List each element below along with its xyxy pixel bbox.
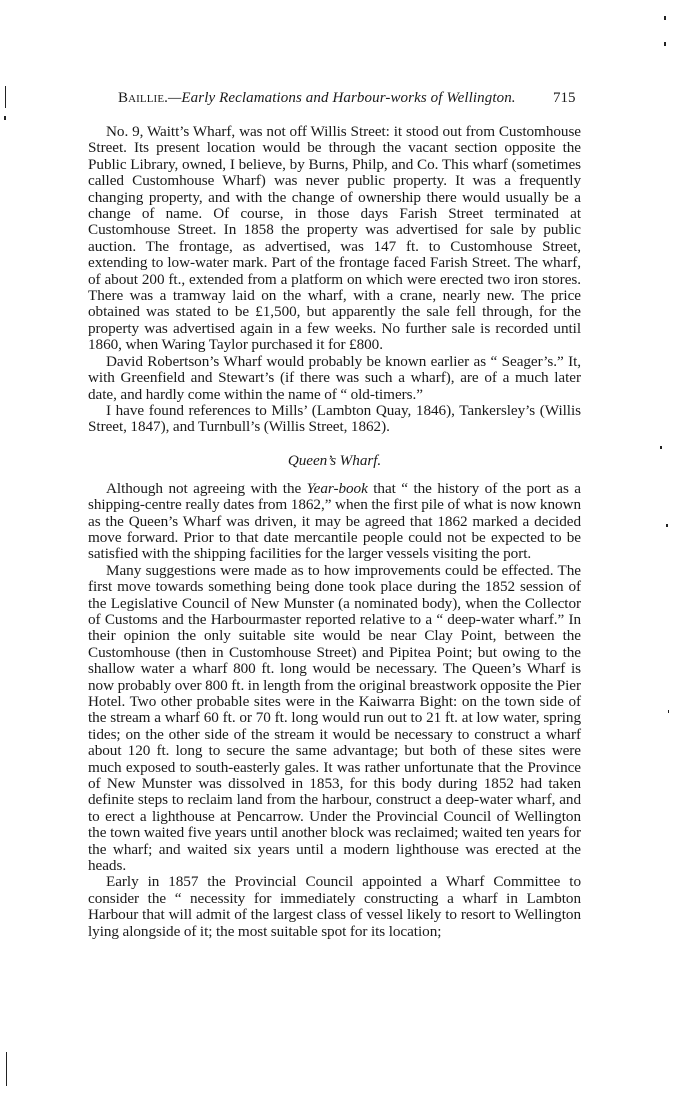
paragraph-text: that “ the history of the port as a shipping-centre really dates from 1862,” when the first pile of what is now known as the Queen’s Wharf was driven, it may be agreed that 1862 marked a decided move forward. Prior to that date mercantile people could not be expected to be satisfied with the shipping facilities for the larger vessels visiting the port. [88, 479, 581, 563]
paragraph-text: Although not agreeing with the [106, 479, 307, 497]
paragraph: David Robertson’s Wharf would probably be known earlier as “ Seager’s.” It, with Greenfield and Stewart’s (if there was such a wharf), are of a much later date, and hardly come within the name of “ old-timers.” [88, 352, 581, 403]
margin-mark-left [4, 116, 6, 120]
margin-mark-right [668, 710, 669, 713]
page-number: 715 [553, 90, 576, 106]
margin-mark-top-right [664, 42, 666, 46]
section-heading: Queen’s Wharf. [287, 451, 382, 469]
paragraph: Early in 1857 the Provincial Council appointed a Wharf Committee to consider the “ necessity for immediately constructing a wharf in Lambton Harbour that will admit of the largest class of vessel likely to resort to Wellington lying alongside of it; the most suitable spot for its location; [88, 873, 581, 940]
margin-mark-right [660, 446, 662, 449]
margin-mark-left [5, 86, 6, 108]
margin-mark-bottom-left [6, 1052, 7, 1086]
paragraph [88, 481, 581, 563]
margin-mark-right [666, 524, 668, 527]
paragraph: No. 9, Waitt’s Wharf, was not off Willis Street: it stood out from Customhouse Street. Its present location would be through the vacant section opposite the Public Library, owned, I believe, by Burns, Philp, and Co. This wharf (sometimes called Customhouse Wharf) was never public property. It was a frequently changing property, and with the change of ownership there would usually be a change of name. Of course, in those days Farish Street terminated at Customhouse Street. In 1858 the property was advertised for sale by public auction. The frontage, as advertised, was 147 ft. to Customhouse Street, extending to low-water mark. Part of the frontage faced Farish Street. The wharf, of about 200 ft., extended from a platform on which were erected two iron stores. There was a tramway laid on the wharf, with a crane, nearly new. The price obtained was stated to be £1,500, but apparently the sale fell through, for the property was advertised again in a few weeks. No further sale is recorded until 1860, when Waring Taylor purchased it for £800. [88, 123, 581, 354]
paragraph: I have found references to Mills’ (Lambton Quay, 1846), Tankersley’s (Willis Street, 1847), and Turnbull’s (Willis Street, 1862). [88, 401, 581, 436]
margin-mark-top-right [664, 16, 666, 20]
header-title: —Early Reclamations and Harbour-works of Wellington. [167, 90, 516, 106]
running-head [118, 89, 578, 107]
italic-title: Year-book [306, 479, 368, 497]
paragraph: Many suggestions were made as to how improvements could be effected. The first move towards something being done took place during the 1852 session of the Legislative Council of New Munster (a nominated body), when the Collector of Customs and the Harbourmaster reported relative to a “ deep-water wharf.” In their opinion the only suitable site would be near Clay Point, between the Customhouse (then in Customhouse Street) and Pipitea Point; but owing to the shallow water a wharf 800 ft. long would be necessary. The Queen’s Wharf is now probably over 800 ft. in length from the original breastwork opposite the Pier Hotel. Two other probable sites were in the Kaiwarra Bight: on the town side of the stream a wharf 60 ft. or 70 ft. long would run out to 21 ft. at low water, spring tides; on the other side of the stream it would be necessary to construct a wharf about 120 ft. long to secure the same advantage; but both of these sites were much exposed to south-easterly gales. It was rather unfortunate that the Province of New Munster was dissolved in 1853, for this body during 1852 had taken definite steps to reclaim land from the harbour, construct a deep-water wharf, and to erect a lighthouse at Pencarrow. Under the Provincial Council of Wellington the town waited five years until another block was reclaimed; waited ten years for the wharf; and waited six years until a modern lighthouse was erected at the heads. [88, 561, 581, 875]
body-text [88, 124, 581, 940]
header-author: Baillie. [118, 90, 168, 106]
